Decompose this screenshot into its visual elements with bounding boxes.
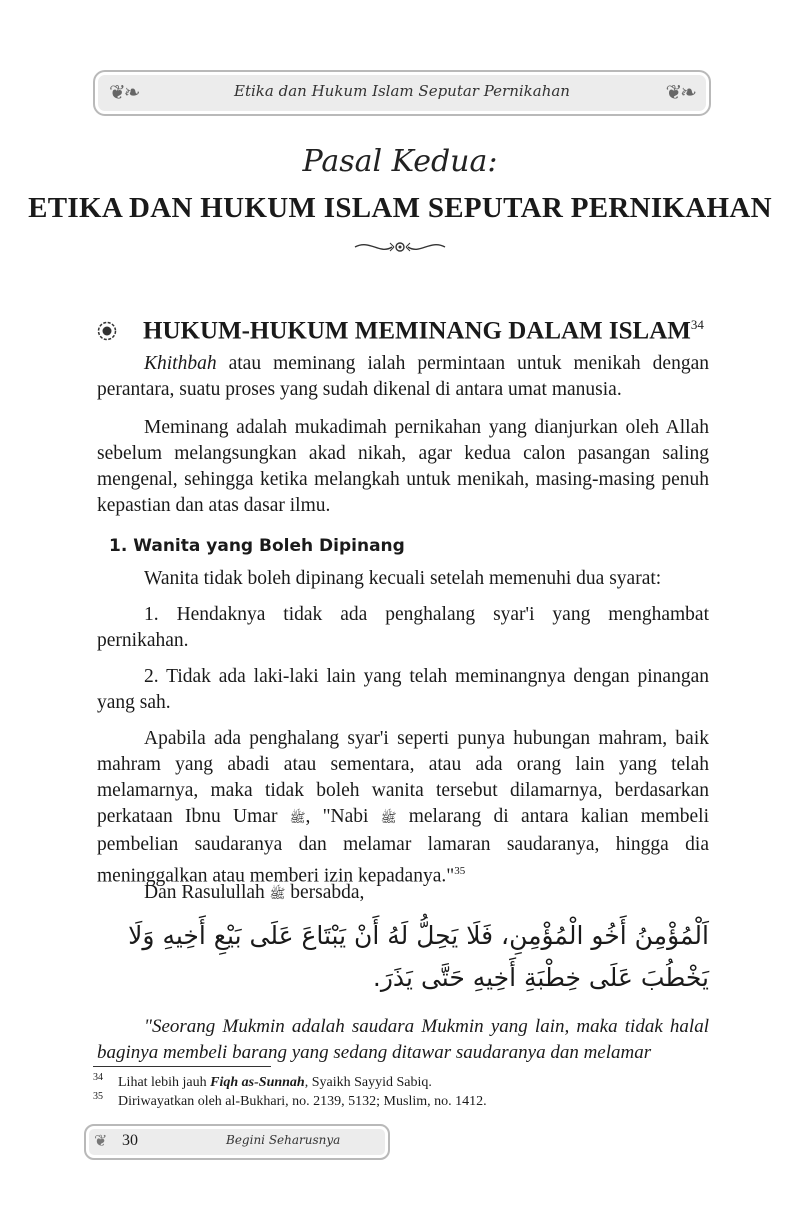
page-footer (84, 1124, 390, 1160)
honorific-symbol: ﷺ (289, 811, 306, 826)
paragraph-khithbah: Khithbah atau meminang ialah permintaan untuk menikah dengan perantara, suatu proses yang sudah dikenal di antara umat manusia. (97, 353, 709, 400)
paragraph-syarat: Wanita tidak boleh dipinang kecuali setelah memenuhi dua syarat: (144, 568, 662, 589)
header-ornament-left-icon: ❦❧ (109, 80, 139, 104)
paragraph-syarat-1: 1. Hendaknya tidak ada penghalang syar'i yang menghambat pernikahan. (97, 604, 709, 651)
flower-bullet-icon (97, 321, 117, 341)
honorific-symbol: ﷺ (380, 811, 397, 826)
footnote-ref-34: 34 (690, 317, 704, 332)
running-header-title: Etika dan Hukum Islam Seputar Pernikahan (234, 82, 570, 100)
chapter-title: ETIKA DAN HUKUM ISLAM SEPUTAR PERNIKAHAN (28, 192, 772, 224)
footer-book-title: Begini Seharusnya (226, 1133, 341, 1147)
paragraph-syarat-2: 2. Tidak ada laki-laki lain yang telah meminangnya dengan pinangan yang sah. (97, 666, 709, 713)
paragraph-apabila: Apabila ada penghalang syar'i seperti punya hubungan mahram, baik mahram yang abadi atau sementara, atau ada orang lain yang telah melamarnya, maka tidak boleh wanita tersebut dilamarnya, berdasarkan perkataan Ibnu Umar ﷺ, "Nabi ﷺ melarang di antara kalian membeli pembelian saudaranya dan melamar lamaran saudaranya, hingga dia meninggalkan atau memberi izin kepadanya."$^{35}$ (97, 728, 709, 887)
paragraph-mukadimah: Meminang adalah mukadimah pernikahan yang dianjurkan oleh Allah sebelum melangsungkan akad nikah, agar kedua calon pasangan saling mengenal, sehingga ketika melangkah untuk menikah, masing-masing penuh kepastian dan atas dasar ilmu. (97, 417, 709, 516)
honorific-symbol: ﷺ (269, 887, 286, 902)
page-number: 30 (122, 1132, 138, 1149)
subheading-wanita-dipinang: 1. Wanita yang Boleh Dipinang (109, 536, 405, 556)
title-divider-ornament-icon (350, 236, 450, 258)
running-header (93, 70, 711, 116)
footnote-ref-35: 35 (454, 865, 466, 877)
header-ornament-right-icon: ❦❧ (665, 80, 695, 104)
footer-ornament-icon: ❦ (94, 1131, 108, 1150)
footnote-divider (93, 1066, 271, 1067)
paragraph-rasulullah: Dan Rasulullah ﷺ bersabda, (144, 882, 365, 903)
section-title: HUKUM-HUKUM MEMINANG DALAM ISLAM$^{34}$ (143, 317, 704, 345)
hadith-translation: "Seorang Mukmin adalah saudara Mukmin yang lain, maka tidak halal baginya membeli barang yang sedang ditawar saudaranya dan melamar (97, 1016, 709, 1063)
arabic-hadith: اَلْمُؤْمِنُ أَخُو الْمُؤْمِنِ، فَلَا يَحِلُّ لَهُ أَنْ يَبْتَاعَ عَلَى بَيْعِ أَخِيهِ وَلَا يَخْطُبَ عَلَى خِطْبَةِ أَخِيهِ حَتَّى يَذَرَ. (128, 921, 709, 992)
chapter-subtitle: Pasal Kedua: (302, 144, 498, 179)
